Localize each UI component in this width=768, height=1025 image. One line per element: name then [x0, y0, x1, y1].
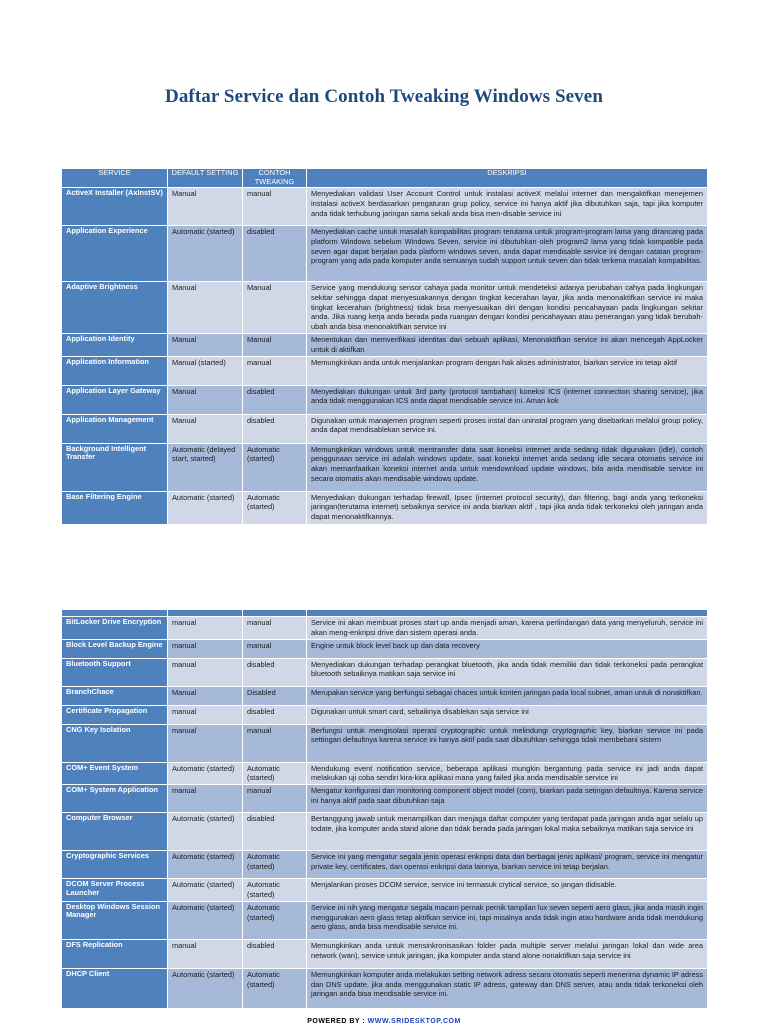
- cell-deskripsi: Menentukan dan memverifikasi identitas dari sebuah aplikasi, Menonaktifkan service ini akan mencegah AppLocker untuk di aktifkan: [307, 333, 708, 356]
- cell-contoh-tweaking: Disabled: [243, 686, 307, 705]
- column-header-default-setting: DEFAULT SETTING: [168, 169, 243, 188]
- cell-contoh-tweaking: disabled: [243, 658, 307, 686]
- cell-deskripsi: Merupakan service yang berfungsi sebagai chaces untuk konten jaringan pada local subnet, aman untuk di nonaktifkan.: [307, 686, 708, 705]
- cell-deskripsi: Memungkinkan anda untuk menjalankan program dengan hak akses administrator, biarkan service ini tetap aktif: [307, 356, 708, 385]
- cell-service: DFS Replication: [62, 939, 168, 968]
- cell-default-setting: manual: [168, 939, 243, 968]
- footer-link[interactable]: WWW.SRIDESKTOP.COM: [367, 1018, 461, 1025]
- table-row: [62, 939, 708, 968]
- table-row: [62, 491, 708, 524]
- cell-contoh-tweaking: Manual: [243, 282, 307, 334]
- cell-contoh-tweaking: Automatic (started): [243, 762, 307, 785]
- table-row: [62, 658, 708, 686]
- cell-default-setting: Automatic (started): [168, 968, 243, 1008]
- cell-default-setting: manual: [168, 658, 243, 686]
- cell-deskripsi: Berfungsi untuk mengisolasi operasi cryptographic untuk melindungi cryptographic key, biarkan service ini pada settingan defaultnya karena service ini hanya aktif pada saat dibutuhkan sehingga tidak membebani sistem: [307, 724, 708, 762]
- table-row: [62, 901, 708, 939]
- cell-default-setting: manual: [168, 785, 243, 813]
- cell-default-setting: Automatic (started): [168, 813, 243, 851]
- cell-deskripsi: Mendukung event notification service, beberapa aplikasi mungkin bergantung pada service ini jadi anda dapat melakukan uji coba sendiri kira-kira aplikasi mana yang failed jika anda mendisable service ini: [307, 762, 708, 785]
- cell-service: Desktop Windows Session Manager: [62, 901, 168, 939]
- cell-default-setting: Automatic (started): [168, 226, 243, 282]
- cell-deskripsi: Mengatur konfigurasi dan monitoring component object model (com), biarkan pada setingan defaultnya. Karena service ini hanya aktif pada saat dibutuhkan saja: [307, 785, 708, 813]
- cell-service: BranchChace: [62, 686, 168, 705]
- cell-contoh-tweaking: manual: [243, 188, 307, 226]
- cell-contoh-tweaking: manual: [243, 724, 307, 762]
- cell-default-setting: manual: [168, 617, 243, 640]
- cell-contoh-tweaking: manual: [243, 785, 307, 813]
- cell-contoh-tweaking: disabled: [243, 705, 307, 724]
- cell-deskripsi: Menyediakan dukungan terhadap perangkat bluetooth, jika anda tidak memiliki dan tidak terkoneksi pada perangkat bluetooth sebaiknya matikan saja service ini: [307, 658, 708, 686]
- table-row: [62, 617, 708, 640]
- cell-default-setting: manual: [168, 724, 243, 762]
- table-row: [62, 705, 708, 724]
- cell-deskripsi: Engine untuk block level back up dan data recovery: [307, 639, 708, 658]
- cell-default-setting: manual: [168, 639, 243, 658]
- cell-service: Base Filtering Engine: [62, 491, 168, 524]
- table-row: [62, 188, 708, 226]
- table-row: [62, 226, 708, 282]
- cell-default-setting: Manual (started): [168, 356, 243, 385]
- cell-contoh-tweaking: Automatic (started): [243, 851, 307, 879]
- cell-deskripsi: Menjalankan proses DCOM service, service ini termasuk crytical service, so jangan didisable.: [307, 879, 708, 902]
- table-row: [62, 414, 708, 443]
- cell-service: Background Intelligent Transfer: [62, 443, 168, 491]
- cell-service: COM+ System Application: [62, 785, 168, 813]
- cell-service: Cryptographic Services: [62, 851, 168, 879]
- cell-default-setting: Automatic (started): [168, 851, 243, 879]
- table-row: [62, 851, 708, 879]
- cell-deskripsi: Memungkinkan anda untuk mensinkronisasikan folder pada multiple server melalui jaringan lokal dan wide area network (wan), service untuk jaringan, jika komputer anda stand alone nonaktifkan saja service ini: [307, 939, 708, 968]
- cell-contoh-tweaking: disabled: [243, 385, 307, 414]
- cell-service: DHCP Client: [62, 968, 168, 1008]
- table-row: [62, 762, 708, 785]
- cell-deskripsi: Service yang mendukung sensor cahaya pada monitor untuk mendeteksi adanya perubahan cahya pada lingkungan sekitar sehingga dapat menyesuakannya dengan tingkat kecerahan layar, jika anda menonaktifkan service ini maka tingkat kecerahan (brightness) tidak bisa menyesuaikan diri dengan kondisi pencahayaan pada lingkungan sekitar anda. Jika ruang kerja anda berada pada ruangan dengan kondisi pencahayaan atau penerangan yang tidak berubah-ubah anda bisa menonaktifkan service ini: [307, 282, 708, 334]
- cell-contoh-tweaking: Automatic (started): [243, 491, 307, 524]
- table-header-row: [62, 610, 708, 617]
- cell-service: Application Information: [62, 356, 168, 385]
- table-row: [62, 879, 708, 902]
- cell-default-setting: Automatic (started): [168, 762, 243, 785]
- cell-service: Application Management: [62, 414, 168, 443]
- cell-service: DCOM Server Process Launcher: [62, 879, 168, 902]
- service-table-2: [61, 609, 708, 1009]
- cell-deskripsi: Service ini yang mengatur segala jenis operasi enkripsi data dari berbagai jenis aplikasi/ program, service ini mengatur private key, certificates, dan operasi enkripsi data lainnya, biarkan service ini tetap berjalan.: [307, 851, 708, 879]
- cell-default-setting: Automatic (started): [168, 491, 243, 524]
- table-row: [62, 686, 708, 705]
- cell-deskripsi: Digunakan untuk smart card, sebaiknya disablekan saja service ini: [307, 705, 708, 724]
- cell-contoh-tweaking: Automatic (started): [243, 968, 307, 1008]
- cell-deskripsi: Service ini nih yang mengatur segala macam pernak pernik tampilan lux seven seperti aero glass, jika anda masih ingin menggunakan aero glass tetap aktifkan service ini, tapi misalnya anda tidak ingin atau hardware anda tidak mendukung aero glass, anda bisa mendisable service ini.: [307, 901, 708, 939]
- cell-deskripsi: Menyediakan dukungan terhadap firewall, Ipsec (internet protocol security), dan filtering, bagi anda yang terkoneksi jaringan(terutama internet) sebaiknya service ini anda biarkan aktif , tapi jika anda tidak terkoneksi oleh jaringan anda dapat menonaktifkannya.: [307, 491, 708, 524]
- cell-default-setting: manual: [168, 705, 243, 724]
- column-header-service: SERVICE: [62, 169, 168, 188]
- table-row: [62, 639, 708, 658]
- table-row: [62, 443, 708, 491]
- cell-service: BitLocker Drive Encryption: [62, 617, 168, 640]
- cell-contoh-tweaking: Automatic (started): [243, 901, 307, 939]
- service-table-1: [61, 168, 708, 525]
- cell-service: Computer Browser: [62, 813, 168, 851]
- table-row: [62, 785, 708, 813]
- cell-deskripsi: Menyediakan dukungan untuk 3rd party (protocol tambahan) koneksi ICS (internet connection sharing service), jika anda tidak menggunakan ICS anda dapat mendisable service ini. Aman kok: [307, 385, 708, 414]
- cell-contoh-tweaking: Automatic (started): [243, 443, 307, 491]
- cell-deskripsi: Menyediakan validasi User Account Control untuk instalasi activeX melalui internet dan mengaktifkan menejemen instalasi activeX berdasarkan pengaturan grup policy, service ini hanya aktif jika dibutuhkan saja, tapi jika komputer anda tidak terhubung jaringan sama sekali anda bisa men-disable service ini: [307, 188, 708, 226]
- cell-contoh-tweaking: Automatic (started): [243, 879, 307, 902]
- cell-service: CNG Key Isolation: [62, 724, 168, 762]
- cell-default-setting: Manual: [168, 333, 243, 356]
- cell-deskripsi: Menyediakan cache untuk masalah kompabilitas program terutama untuk program-program lama yang dirancang pada platform Windows sebelum Windows Seven, service ini dibutuhkan oleh program2 lama yang tidak kompatible pada seven agar dapat berjalan pada platform windows seven, anda dapat mendisable service ini dengan catatan program-program yang ada pada komputer anda semuanya sudah support untuk seven dan tidak terkena masalah kompabilitas.: [307, 226, 708, 282]
- cell-service: Application Layer Gateway: [62, 385, 168, 414]
- cell-service: COM+ Event System: [62, 762, 168, 785]
- cell-service: ActiveX Installer (AxInstSV): [62, 188, 168, 226]
- cell-default-setting: Manual: [168, 414, 243, 443]
- table-row: [62, 813, 708, 851]
- column-header-deskripsi: DESKRIPSI: [307, 169, 708, 188]
- cell-service: Application Identity: [62, 333, 168, 356]
- cell-default-setting: Manual: [168, 282, 243, 334]
- cell-default-setting: Manual: [168, 686, 243, 705]
- table-row: [62, 282, 708, 334]
- cell-default-setting: Automatic (started): [168, 879, 243, 902]
- cell-deskripsi: Memungkinkan komputer anda melakukan setting network adress secara otomatis seperti menerima dynamic IP adress dan DNS update, jika anda menggunakan static IP adress, gateway dan DNS server, atau anda tidak terkoneksi oleh jaringan anda bisa mendisable service ini.: [307, 968, 708, 1008]
- cell-deskripsi: Service ini akan membuat proses start up anda menjadi aman, karena perlindangan data yang menyeluruh, service ini akan meng-enkripsi drive dan sistem operasi anda.: [307, 617, 708, 640]
- cell-contoh-tweaking: manual: [243, 617, 307, 640]
- table-row: [62, 968, 708, 1008]
- cell-service: Adaptive Brightness: [62, 282, 168, 334]
- table-row: [62, 356, 708, 385]
- cell-service: Certificate Propagation: [62, 705, 168, 724]
- cell-default-setting: Automatic (delayed start, started): [168, 443, 243, 491]
- cell-default-setting: Manual: [168, 385, 243, 414]
- cell-contoh-tweaking: manual: [243, 639, 307, 658]
- table-row: [62, 333, 708, 356]
- table-row: [62, 724, 708, 762]
- page-title: Daftar Service dan Contoh Tweaking Windows Seven: [165, 86, 603, 107]
- cell-contoh-tweaking: Manual: [243, 333, 307, 356]
- cell-service: Block Level Backup Engine: [62, 639, 168, 658]
- cell-contoh-tweaking: disabled: [243, 813, 307, 851]
- cell-service: Application Experience: [62, 226, 168, 282]
- cell-deskripsi: Digunakan untuk manajemen program seperti proses instal dan uninstal program yang disebarkan melalui group policy, anda dapat mendisablekan service ini.: [307, 414, 708, 443]
- column-header-contoh-tweaking: CONTOH TWEAKING: [243, 169, 307, 188]
- cell-service: Bluetooth Support: [62, 658, 168, 686]
- cell-default-setting: Automatic (started): [168, 901, 243, 939]
- cell-contoh-tweaking: manual: [243, 356, 307, 385]
- table-row: [62, 385, 708, 414]
- table-header-row: [62, 169, 708, 188]
- cell-contoh-tweaking: disabled: [243, 939, 307, 968]
- cell-contoh-tweaking: disabled: [243, 226, 307, 282]
- footer-prefix: POWERED BY :: [307, 1018, 368, 1025]
- cell-default-setting: Manual: [168, 188, 243, 226]
- cell-deskripsi: Bertanggung jawab untuk menampilkan dan menjaga daftar computer yang terdapat pada jaringan anda agar selalu up todate, jika komputer anda stand alone dan tidak berada pada jaringan lokal maka sebaiknya matikan saja service ini: [307, 813, 708, 851]
- cell-contoh-tweaking: disabled: [243, 414, 307, 443]
- cell-deskripsi: Memungkinkan windows untuk mentransfer data saat koneksi internet anda sedang tidak digunakan (idle), contoh penggunaan service ini adalah windows update, saat koneksi internet anda sedang idle secara otomatis service ini akan memanfaatkan koneksi internet anda untuk mendownload update windows, bila anda mendisable service ini secara otomatis akan mendisable windows update.: [307, 443, 708, 491]
